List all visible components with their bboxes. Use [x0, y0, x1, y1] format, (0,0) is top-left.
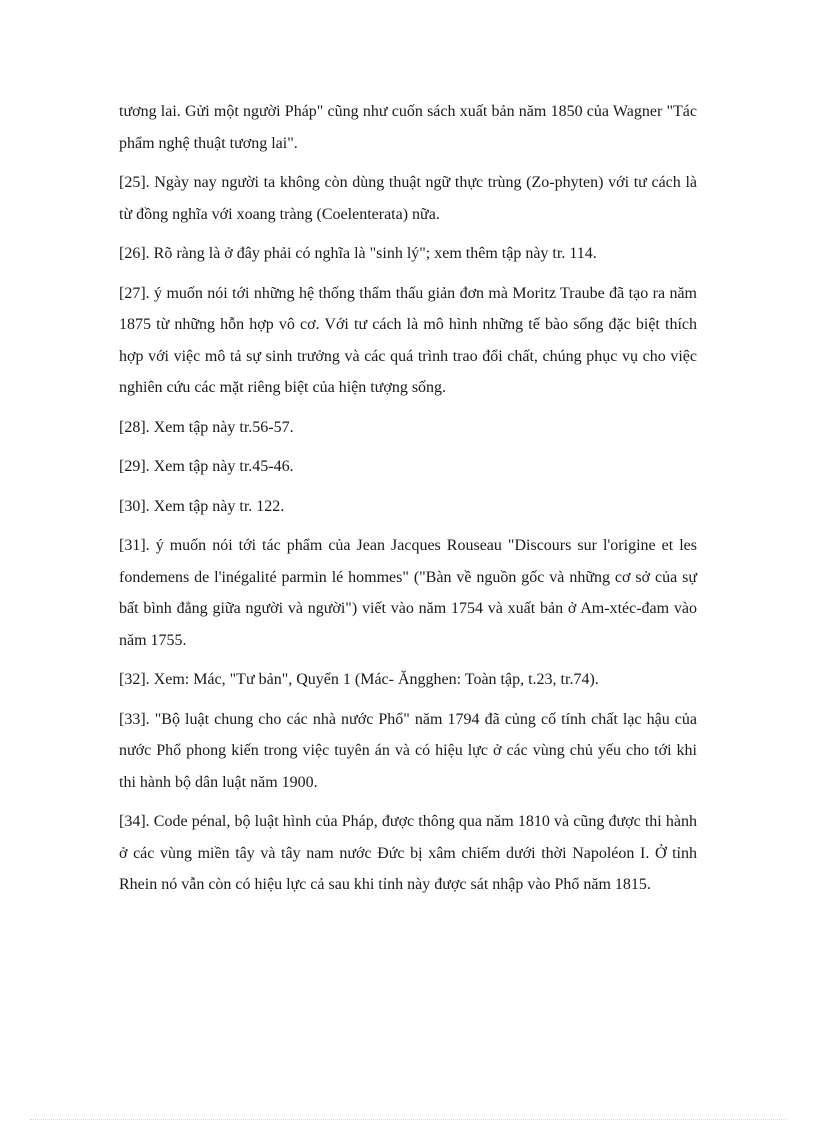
note-34: [34]. Code pénal, bộ luật hình của Pháp, được thông qua năm 1810 và cũng được thi hành ở các vùng miền tây và tây nam nước Đức bị xâm chiếm dưới thời Napoléon I. Ở tỉnh Rhein nó vẫn còn có hiệu lực cả sau khi tỉnh này được sát nhập vào Phổ năm 1815.	[119, 813, 697, 893]
note-33: [33]. "Bộ luật chung cho các nhà nước Phổ" năm 1794 đã củng cố tính chất lạc hậu của nước Phổ phong kiến trong việc tuyên án và có hiệu lực ở các vùng chủ yếu cho tới khi thi hành bộ dân luật năm 1900.	[119, 710, 697, 791]
note-27: [27]. ý muốn nói tới những hệ thống thẩm thấu giản đơn mà Moritz Traube đã tạo ra năm 1875 từ những hỗn hợp vô cơ. Với tư cách là mô hình những tế bào sống đặc biệt thích hợp với việc mô tả sự sinh trưởng và các quá trình trao đổi chất, chúng phục vụ cho việc nghiên cứu các mặt riêng biệt của hiện tượng sống.	[119, 284, 697, 396]
note-30: [30]. Xem tập này tr. 122.	[119, 497, 285, 515]
note-28: [28]. Xem tập này tr.56-57.	[119, 418, 294, 436]
paragraph-continuation: tương lai. Gửi một người Pháp" cũng như cuốn sách xuất bản năm 1850 của Wagner "Tác phẩm nghệ thuật tương lai".	[119, 103, 697, 152]
note-25: [25]. Ngày nay người ta không còn dùng thuật ngữ thực trùng (Zo-phyten) với tư cách là từ đồng nghĩa với xoang tràng (Coelenterata) nữa.	[119, 174, 697, 223]
note-32: [32]. Xem: Mác, "Tư bản", Quyển 1 (Mác- Ăngghen: Toàn tập, t.23, tr.74).	[119, 671, 599, 688]
note-26: [26]. Rõ ràng là ở đây phải có nghĩa là "sinh lý"; xem thêm tập này tr. 114.	[119, 245, 597, 262]
document-body	[119, 96, 697, 909]
note-29: [29]. Xem tập này tr.45-46.	[119, 458, 294, 475]
page-bottom-divider	[30, 1119, 786, 1120]
note-31: [31]. ý muốn nói tới tác phẩm của Jean Jacques Rouseau "Discours sur l'origine et les fondemens de l'inégalité parmin lé hommes" ("Bàn về nguồn gốc và những cơ sở của sự bất bình đẳng giữa người và người") viết vào năm 1754 và xuất bản ở Am-xtéc-đam vào năm 1755.	[119, 537, 697, 649]
